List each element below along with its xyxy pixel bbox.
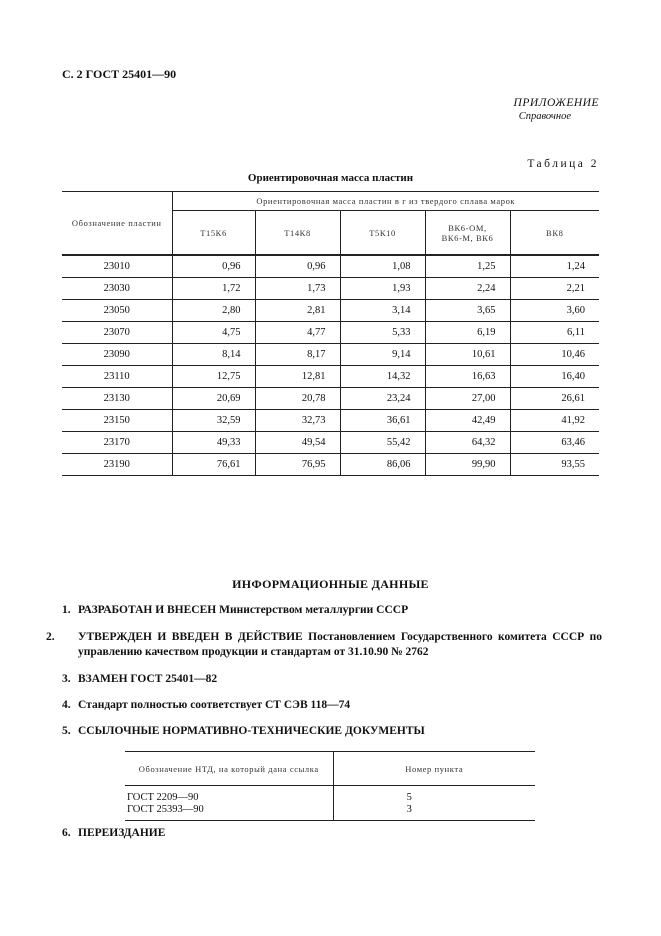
mass-value-cell: 2,21 (510, 278, 599, 300)
mass-value-cell: 20,69 (172, 388, 255, 410)
info-title: ИНФОРМАЦИОННЫЕ ДАННЫЕ (232, 577, 429, 591)
mass-value-cell: 3,65 (425, 300, 510, 322)
mass-value-cell: 6,11 (510, 322, 599, 344)
mass-value-cell: 1,24 (510, 255, 599, 278)
mass-value-cell: 63,46 (510, 432, 599, 454)
mass-value-cell: 76,95 (255, 454, 340, 476)
table-row (62, 300, 599, 322)
mass-value-cell: 20,78 (255, 388, 340, 410)
ref-points-cell: 5 3 (333, 786, 535, 821)
info-item-6: 6. ПЕРЕИЗДАНИЕ (62, 827, 166, 839)
ref-docs-cell: ГОСТ 2209—90 ГОСТ 25393—90 (125, 786, 333, 821)
mass-value-cell: 2,24 (425, 278, 510, 300)
plate-code-cell: 23170 (62, 432, 172, 454)
col-header: Т5К10 (340, 211, 425, 256)
mass-value-cell: 27,00 (425, 388, 510, 410)
mass-value-cell: 1,93 (340, 278, 425, 300)
info-item-3: 3. ВЗАМЕН ГОСТ 25401—82 (62, 673, 218, 685)
mass-value-cell: 10,46 (510, 344, 599, 366)
table-row (62, 344, 599, 366)
mass-value-cell: 41,92 (510, 410, 599, 432)
mass-value-cell: 32,73 (255, 410, 340, 432)
mass-value-cell: 1,08 (340, 255, 425, 278)
table-row (62, 278, 599, 300)
table-row (62, 388, 599, 410)
col-header: ВК8 (510, 211, 599, 256)
plate-code-cell: 23150 (62, 410, 172, 432)
ref-col1-header: Обозначение НТД, на который дана ссылка (125, 752, 333, 786)
mass-value-cell: 2,81 (255, 300, 340, 322)
info-item-2: 2. УТВЕРЖДЕН И ВВЕДЕН В ДЕЙСТВИЕ Постановлением Государственного комитета СССР по управлению качеством продукции и стандартам от 31.10.90 № 2762 (46, 631, 602, 658)
mass-value-cell: 5,33 (340, 322, 425, 344)
mass-value-cell: 55,42 (340, 432, 425, 454)
mass-value-cell: 4,75 (172, 322, 255, 344)
plate-code-cell: 23010 (62, 255, 172, 278)
mass-value-cell: 1,73 (255, 278, 340, 300)
table-row (62, 454, 599, 476)
mass-value-cell: 14,32 (340, 366, 425, 388)
group-header: Ориентировочная масса пластин в г из твердого сплава марок (172, 192, 599, 211)
ref-col2-header: Номер пункта (333, 752, 535, 786)
col-header: Т15К6 (172, 211, 255, 256)
plate-code-cell: 23130 (62, 388, 172, 410)
plate-code-cell: 23110 (62, 366, 172, 388)
mass-value-cell: 10,61 (425, 344, 510, 366)
table-row (62, 410, 599, 432)
page-header: С. 2 ГОСТ 25401—90 (62, 67, 177, 81)
mass-value-cell: 93,55 (510, 454, 599, 476)
mass-value-cell: 26,61 (510, 388, 599, 410)
appendix-title: ПРИЛОЖЕНИЕ (513, 97, 599, 109)
mass-value-cell: 16,40 (510, 366, 599, 388)
mass-value-cell: 36,61 (340, 410, 425, 432)
info-item-1: 1. РАЗРАБОТАН И ВНЕСЕН Министерством металлургии СССР (62, 604, 409, 616)
mass-value-cell: 3,60 (510, 300, 599, 322)
mass-value-cell: 23,24 (340, 388, 425, 410)
mass-value-cell: 4,77 (255, 322, 340, 344)
plate-code-cell: 23070 (62, 322, 172, 344)
mass-table (62, 191, 599, 476)
mass-value-cell: 86,06 (340, 454, 425, 476)
mass-value-cell: 99,90 (425, 454, 510, 476)
mass-value-cell: 49,33 (172, 432, 255, 454)
table-title: Ориентировочная масса пластин (247, 172, 414, 184)
table-row (62, 322, 599, 344)
mass-value-cell: 8,17 (255, 344, 340, 366)
mass-value-cell: 9,14 (340, 344, 425, 366)
mass-value-cell: 1,72 (172, 278, 255, 300)
plate-code-cell: 23050 (62, 300, 172, 322)
plate-code-cell: 23090 (62, 344, 172, 366)
mass-value-cell: 0,96 (255, 255, 340, 278)
col-header: Т14К8 (255, 211, 340, 256)
col-designation-header: Обозначение пластин (62, 192, 172, 256)
appendix-subtitle: Справочное (518, 111, 571, 122)
mass-value-cell: 32,59 (172, 410, 255, 432)
plate-code-cell: 23030 (62, 278, 172, 300)
table-row (62, 255, 599, 278)
mass-value-cell: 1,25 (425, 255, 510, 278)
mass-value-cell: 6,19 (425, 322, 510, 344)
mass-value-cell: 8,14 (172, 344, 255, 366)
col-header: ВК6-ОМ, ВК6-М, ВК6 (425, 211, 510, 256)
info-item-5: 5. ССЫЛОЧНЫЕ НОРМАТИВНО-ТЕХНИЧЕСКИЕ ДОКУМЕНТЫ (62, 725, 425, 737)
mass-value-cell: 76,61 (172, 454, 255, 476)
table-label: Таблица 2 (527, 158, 599, 170)
mass-value-cell: 42,49 (425, 410, 510, 432)
mass-value-cell: 3,14 (340, 300, 425, 322)
mass-value-cell: 12,81 (255, 366, 340, 388)
ref-docs-table (125, 751, 535, 821)
mass-value-cell: 64,32 (425, 432, 510, 454)
mass-value-cell: 0,96 (172, 255, 255, 278)
table-row (62, 432, 599, 454)
plate-code-cell: 23190 (62, 454, 172, 476)
mass-value-cell: 12,75 (172, 366, 255, 388)
mass-value-cell: 49,54 (255, 432, 340, 454)
table-row (62, 366, 599, 388)
mass-value-cell: 2,80 (172, 300, 255, 322)
mass-value-cell: 16,63 (425, 366, 510, 388)
info-item-4: 4. Стандарт полностью соответствует СТ СЭВ 118—74 (62, 699, 351, 711)
